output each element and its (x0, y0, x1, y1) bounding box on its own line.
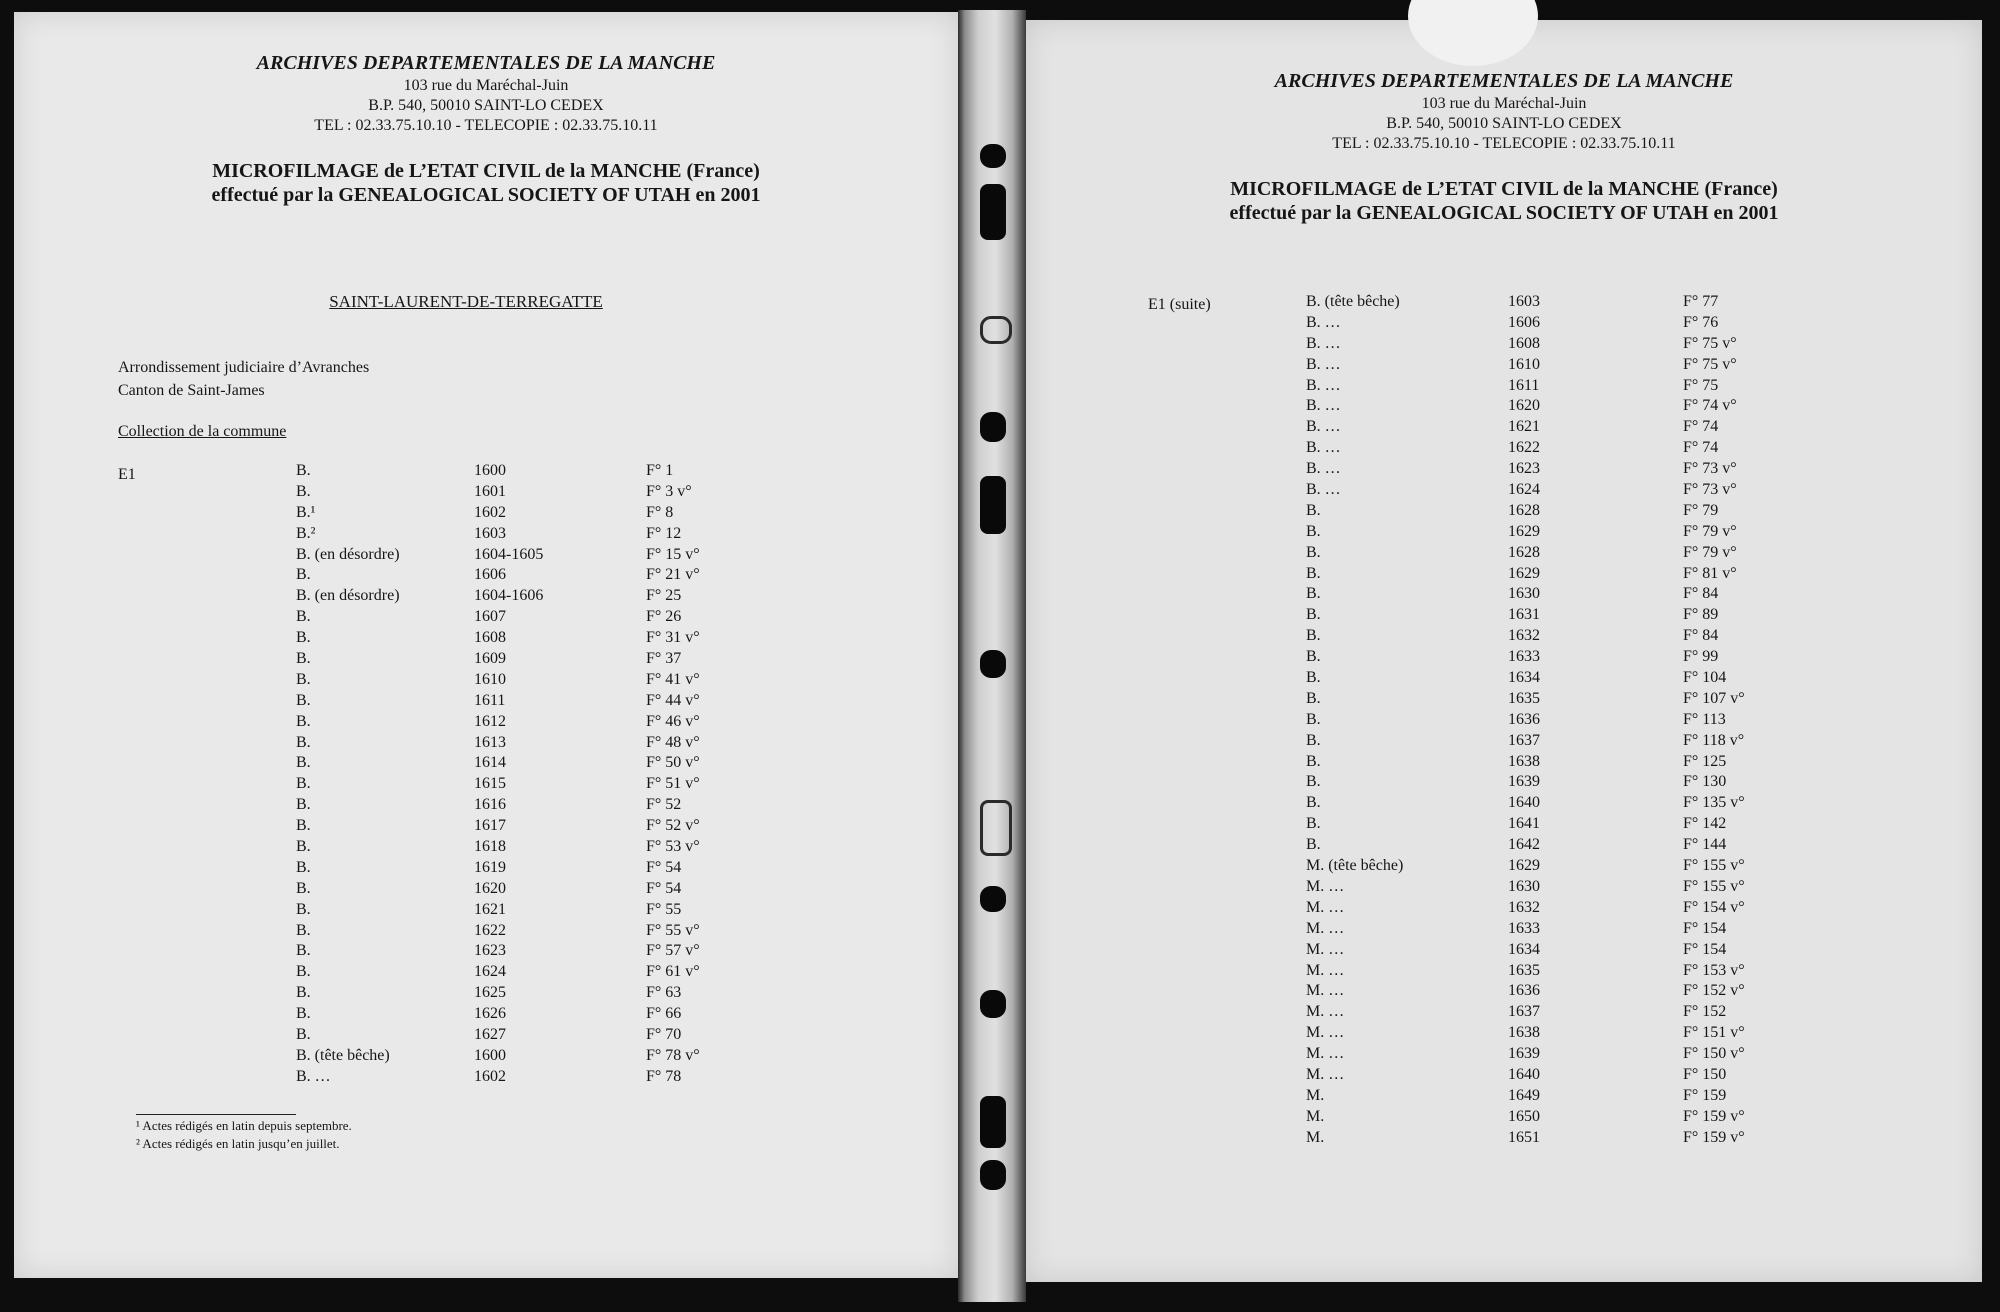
record-year: 1602 (474, 1067, 506, 1085)
record-type: B. (1306, 543, 1321, 561)
archive-name: ARCHIVES DEPARTEMENTALES DE LA MANCHE (1274, 70, 1734, 92)
record-type: B. (296, 482, 311, 500)
record-type: B. (296, 1026, 311, 1044)
record-folio: F° 31 v° (646, 629, 700, 647)
record-type: B. (296, 691, 311, 709)
record-type: B. … (1306, 376, 1341, 394)
archive-phone: TEL : 02.33.75.10.10 - TELECOPIE : 02.33.75.10.11 (314, 117, 658, 134)
record-folio: F° 46 v° (646, 712, 700, 730)
record-folio: F° 25 (646, 587, 682, 605)
record-year: 1649 (1508, 1086, 1540, 1104)
record-year: 1622 (1508, 439, 1540, 457)
record-year: 1625 (474, 984, 506, 1002)
record-folio: F° 48 v° (646, 733, 700, 751)
record-year: 1633 (1508, 648, 1540, 666)
record-year: 1612 (474, 712, 506, 730)
binder-strip (958, 10, 1026, 1302)
record-type: M. … (1306, 961, 1345, 979)
record-folio: F° 15 v° (646, 545, 700, 563)
record-year: 1623 (1508, 460, 1540, 478)
record-folio: F° 159 v° (1683, 1128, 1745, 1146)
record-folio: F° 152 (1683, 1003, 1727, 1021)
record-year: 1637 (1508, 731, 1540, 749)
record-folio: F° 142 (1683, 815, 1727, 833)
record-folio: F° 155 v° (1683, 857, 1745, 875)
record-type: B. (1306, 794, 1321, 812)
record-folio: F° 66 (646, 1005, 682, 1023)
record-year: 1632 (1508, 627, 1540, 645)
record-year: 1615 (474, 775, 506, 793)
record-folio: F° 50 v° (646, 754, 700, 772)
record-folio: F° 79 v° (1683, 522, 1737, 540)
record-year: 1620 (1508, 397, 1540, 415)
record-folio: F° 113 (1683, 710, 1726, 728)
record-folio: F° 135 v° (1683, 794, 1745, 812)
record-type: B. (296, 566, 311, 584)
record-year: 1616 (474, 796, 506, 814)
record-folio: F° 107 v° (1683, 689, 1745, 707)
record-folio: F° 76 (1683, 313, 1719, 331)
record-type: M. (1306, 1107, 1325, 1125)
record-folio: F° 74 (1683, 439, 1719, 457)
record-folio: F° 3 v° (646, 482, 692, 500)
record-folio: F° 12 (646, 524, 682, 542)
record-type: B. … (1306, 334, 1341, 352)
record-year: 1636 (1508, 710, 1540, 728)
record-folio: F° 75 v° (1683, 334, 1737, 352)
record-folio: F° 78 (646, 1067, 682, 1085)
record-folio: F° 84 (1683, 585, 1719, 603)
record-folio: F° 104 (1683, 669, 1727, 687)
record-year: 1634 (1508, 669, 1540, 687)
record-folio: F° 21 v° (646, 566, 700, 584)
record-type: B. (tête bêche) (296, 1046, 390, 1064)
series-label: E1 (suite) (1148, 296, 1211, 313)
record-year: 1651 (1508, 1128, 1540, 1146)
record-folio: F° 63 (646, 984, 682, 1002)
archive-phone: TEL : 02.33.75.10.10 - TELECOPIE : 02.33.75.10.11 (1332, 135, 1676, 152)
record-folio: F° 70 (646, 1026, 682, 1044)
record-type: M. … (1306, 877, 1345, 895)
record-folio: F° 41 v° (646, 670, 700, 688)
record-folio: F° 84 (1683, 627, 1719, 645)
punch-hole (980, 316, 1012, 344)
record-folio: F° 159 v° (1683, 1107, 1745, 1125)
footnotes (136, 1114, 352, 1153)
record-year: 1608 (1508, 334, 1540, 352)
record-year: 1628 (1508, 543, 1540, 561)
record-folio: F° 53 v° (646, 838, 700, 856)
record-type: M. … (1306, 898, 1345, 916)
record-type: B. (1306, 648, 1321, 666)
archive-address: 103 rue du Maréchal-Juin (1421, 95, 1587, 112)
record-year: 1603 (474, 524, 506, 542)
microfilm-title (14, 159, 958, 207)
record-year: 1635 (1508, 689, 1540, 707)
footnote-2: ² Actes rédigés en latin jusqu’en juillet. (136, 1136, 340, 1151)
record-folio: F° 81 v° (1683, 564, 1737, 582)
record-year: 1626 (474, 1005, 506, 1023)
record-type: B. … (1306, 418, 1341, 436)
microfilm-title-line1: MICROFILMAGE de L’ETAT CIVIL de la MANCHE (France) (212, 160, 760, 182)
record-type: M. (1306, 1128, 1325, 1146)
record-type: M. … (1306, 982, 1345, 1000)
record-year: 1604-1605 (474, 545, 544, 563)
record-year: 1629 (1508, 857, 1540, 875)
record-folio: F° 74 v° (1683, 397, 1737, 415)
record-type: B. (1306, 606, 1321, 624)
record-type: B. (tête bêche) (1306, 293, 1400, 310)
record-type: B. (296, 754, 311, 772)
record-year: 1600 (474, 462, 506, 479)
microfilm-title-line2: effectué par la GENEALOGICAL SOCIETY OF UTAH en 2001 (1229, 202, 1779, 224)
record-folio: F° 99 (1683, 648, 1719, 666)
record-type: M. … (1306, 919, 1345, 937)
record-year: 1624 (474, 963, 506, 981)
record-type: B. (296, 900, 311, 918)
record-type: B. (296, 817, 311, 835)
record-type: B. (1306, 522, 1321, 540)
record-folio: F° 118 v° (1683, 731, 1745, 749)
record-type: B. (296, 775, 311, 793)
record-year: 1623 (474, 942, 506, 960)
record-year: 1617 (474, 817, 506, 835)
footnote-1: ¹ Actes rédigés en latin depuis septembre. (136, 1118, 352, 1133)
record-folio: F° 79 v° (1683, 543, 1737, 561)
record-folio: F° 55 (646, 900, 682, 918)
punch-hole (980, 990, 1006, 1018)
record-year: 1601 (474, 482, 506, 500)
record-type: B. (296, 629, 311, 647)
record-year: 1618 (474, 838, 506, 856)
record-year: 1650 (1508, 1107, 1540, 1125)
record-folio: F° 151 v° (1683, 1024, 1745, 1042)
record-folio: F° 1 (646, 462, 674, 479)
punch-hole (980, 886, 1006, 912)
record-year: 1640 (1508, 794, 1540, 812)
record-year: 1619 (474, 858, 506, 876)
microfilm-title (1026, 177, 1982, 225)
record-year: 1628 (1508, 501, 1540, 519)
record-year: 1635 (1508, 961, 1540, 979)
record-type: B. (1306, 815, 1321, 833)
record-type: B. (1306, 501, 1321, 519)
record-folio: F° 130 (1683, 773, 1727, 791)
record-type: B. (296, 921, 311, 939)
record-folio: F° 51 v° (646, 775, 700, 793)
record-type: B. (1306, 669, 1321, 687)
record-type: B. (296, 963, 311, 981)
record-year: 1636 (1508, 982, 1540, 1000)
record-type: M. … (1306, 1003, 1345, 1021)
record-year: 1639 (1508, 773, 1540, 791)
record-type: B. (296, 942, 311, 960)
archive-address: 103 rue du Maréchal-Juin (403, 77, 569, 94)
record-type: B. (296, 462, 311, 479)
record-year: 1608 (474, 629, 506, 647)
record-folio: F° 154 v° (1683, 898, 1745, 916)
record-year: 1629 (1508, 522, 1540, 540)
punch-hole (980, 800, 1012, 856)
record-year: 1610 (1508, 355, 1540, 373)
series-label: E1 (118, 466, 136, 483)
record-year: 1611 (1508, 376, 1540, 394)
record-year: 1627 (474, 1026, 506, 1044)
record-folio: F° 78 v° (646, 1046, 700, 1064)
record-folio: F° 37 (646, 650, 682, 668)
record-year: 1614 (474, 754, 506, 772)
record-year: 1641 (1508, 815, 1540, 833)
record-type: B. … (296, 1067, 331, 1085)
record-year: 1629 (1508, 564, 1540, 582)
record-folio: F° 75 v° (1683, 355, 1737, 373)
record-folio: F° 75 (1683, 376, 1719, 394)
record-folio: F° 52 (646, 796, 682, 814)
record-folio: F° 150 v° (1683, 1045, 1745, 1063)
record-folio: F° 159 (1683, 1086, 1727, 1104)
record-folio: F° 44 v° (646, 691, 700, 709)
record-year: 1600 (474, 1046, 506, 1064)
record-type: M. (tête bêche) (1306, 857, 1404, 875)
record-year: 1621 (474, 900, 506, 918)
record-type: B. (296, 796, 311, 814)
record-type: M. … (1306, 1065, 1345, 1083)
left-header (14, 52, 958, 207)
record-type: B. (296, 733, 311, 751)
punch-hole (980, 184, 1006, 240)
record-year: 1634 (1508, 940, 1540, 958)
record-type: B. … (1306, 481, 1341, 499)
record-year: 1609 (474, 650, 506, 668)
record-year: 1622 (474, 921, 506, 939)
record-type: B. (296, 670, 311, 688)
punch-hole (980, 650, 1006, 678)
record-folio: F° 152 v° (1683, 982, 1745, 1000)
microfilm-title-line1: MICROFILMAGE de L’ETAT CIVIL de la MANCHE (France) (1230, 178, 1778, 200)
record-type: M. … (1306, 1024, 1345, 1042)
record-year: 1606 (1508, 313, 1540, 331)
record-folio: F° 55 v° (646, 921, 700, 939)
record-folio: F° 73 v° (1683, 481, 1737, 499)
record-type: B. (1306, 627, 1321, 645)
record-type: M. (1306, 1086, 1325, 1104)
punch-hole (980, 1160, 1006, 1190)
record-year: 1642 (1508, 836, 1540, 854)
record-year: 1604-1606 (474, 587, 544, 605)
record-folio: F° 150 (1683, 1065, 1727, 1083)
record-year: 1603 (1508, 293, 1540, 310)
record-year: 1633 (1508, 919, 1540, 937)
record-type: B. (en désordre) (296, 587, 400, 605)
record-folio: F° 125 (1683, 752, 1727, 770)
record-type: B. (1306, 689, 1321, 707)
record-year: 1638 (1508, 1024, 1540, 1042)
commune-title: SAINT-LAURENT-DE-TERREGATTE (329, 292, 603, 311)
record-type: B. (296, 712, 311, 730)
record-type: B. … (1306, 355, 1341, 373)
record-folio: F° 54 (646, 879, 682, 897)
record-year: 1637 (1508, 1003, 1540, 1021)
record-type: B. (296, 1005, 311, 1023)
record-type: B. … (1306, 439, 1341, 457)
record-year: 1630 (1508, 877, 1540, 895)
record-year: 1607 (474, 608, 506, 626)
record-type: B. (296, 858, 311, 876)
record-folio: F° 144 (1683, 836, 1727, 854)
record-year: 1621 (1508, 418, 1540, 436)
collection-heading: Collection de la commune (118, 423, 287, 440)
record-type: B. (1306, 836, 1321, 854)
record-folio: F° 153 v° (1683, 961, 1745, 979)
record-year: 1606 (474, 566, 506, 584)
punch-hole (980, 144, 1006, 168)
record-folio: F° 26 (646, 608, 682, 626)
record-folio: F° 8 (646, 503, 674, 521)
record-type: M. … (1306, 940, 1345, 958)
record-type: M. … (1306, 1045, 1345, 1063)
punch-hole (980, 412, 1006, 442)
record-folio: F° 79 (1683, 501, 1719, 519)
record-type: B.² (296, 524, 316, 542)
record-year: 1639 (1508, 1045, 1540, 1063)
record-type: B.¹ (296, 503, 316, 521)
record-folio: F° 52 v° (646, 817, 700, 835)
record-year: 1620 (474, 879, 506, 897)
record-year: 1640 (1508, 1065, 1540, 1083)
record-type: B. (1306, 585, 1321, 603)
record-type: B. (296, 879, 311, 897)
record-type: B. (1306, 752, 1321, 770)
record-type: B. (1306, 731, 1321, 749)
record-folio: F° 154 (1683, 940, 1727, 958)
canton: Canton de Saint-James (118, 382, 265, 399)
record-year: 1611 (474, 691, 506, 709)
record-type: B. (1306, 564, 1321, 582)
archive-postal: B.P. 540, 50010 SAINT-LO CEDEX (368, 97, 604, 114)
record-folio: F° 155 v° (1683, 877, 1745, 895)
record-type: B. (296, 650, 311, 668)
record-folio: F° 89 (1683, 606, 1719, 624)
record-folio: F° 74 (1683, 418, 1719, 436)
record-type: B. … (1306, 460, 1341, 478)
record-folio: F° 73 v° (1683, 460, 1737, 478)
record-year: 1613 (474, 733, 506, 751)
record-year: 1624 (1508, 481, 1540, 499)
record-type: B. (1306, 773, 1321, 791)
record-type: B. (296, 838, 311, 856)
record-year: 1602 (474, 503, 506, 521)
record-folio: F° 77 (1683, 293, 1719, 310)
record-folio: F° 54 (646, 858, 682, 876)
arrondissement: Arrondissement judiciaire d’Avranches (118, 359, 370, 376)
record-type: B. (296, 608, 311, 626)
right-header (1026, 70, 1982, 225)
record-year: 1630 (1508, 585, 1540, 603)
archive-postal: B.P. 540, 50010 SAINT-LO CEDEX (1386, 115, 1622, 132)
record-year: 1632 (1508, 898, 1540, 916)
record-folio: F° 61 v° (646, 963, 700, 981)
record-year: 1638 (1508, 752, 1540, 770)
record-year: 1631 (1508, 606, 1540, 624)
record-type: B. (1306, 710, 1321, 728)
record-type: B. … (1306, 313, 1341, 331)
microfilm-title-line2: effectué par la GENEALOGICAL SOCIETY OF UTAH en 2001 (211, 184, 761, 206)
record-type: B. … (1306, 397, 1341, 415)
record-type: B. (en désordre) (296, 545, 400, 563)
archive-name: ARCHIVES DEPARTEMENTALES DE LA MANCHE (256, 52, 716, 74)
punch-hole (980, 476, 1006, 534)
punch-hole (980, 1096, 1006, 1148)
record-folio: F° 154 (1683, 919, 1727, 937)
record-folio: F° 57 v° (646, 942, 700, 960)
record-type: B. (296, 984, 311, 1002)
record-year: 1610 (474, 670, 506, 688)
